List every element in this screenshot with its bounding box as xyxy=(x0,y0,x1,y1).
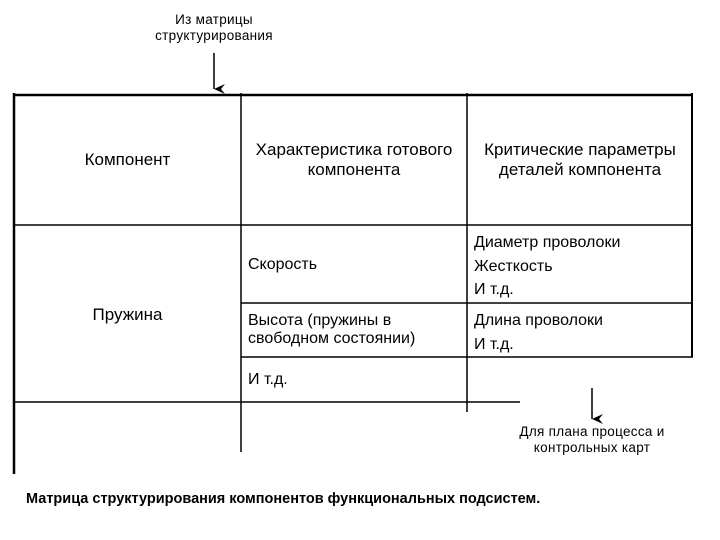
parameters-group-2 xyxy=(474,309,603,356)
characteristic-etc: И т.д. xyxy=(248,371,288,388)
parameter-item: И т.д. xyxy=(474,281,514,298)
figure-caption: Матрица структурирования компонентов функциональных подсистем. xyxy=(26,491,541,507)
header-characteristic: Характеристика готового компонента xyxy=(255,140,453,179)
characteristic-speed: Скорость xyxy=(248,256,318,273)
output-note: Для плана процесса и контрольных карт xyxy=(519,424,665,455)
parameter-item: Длина проволоки xyxy=(474,312,603,329)
header-component: Компонент xyxy=(84,150,171,169)
parameter-item: Жесткость xyxy=(474,257,553,275)
parameter-item: Диаметр проволоки xyxy=(474,234,621,251)
parameter-item: И т.д. xyxy=(474,335,514,353)
header-critical-params: Критические параметры деталей компонента xyxy=(484,140,676,179)
characteristic-height: Высота (пружины в свободном состоянии) xyxy=(248,312,416,348)
input-note: Из матрицы структурирования xyxy=(155,12,273,43)
parameters-group-1 xyxy=(474,231,620,302)
component-name: Пружина xyxy=(92,305,163,324)
